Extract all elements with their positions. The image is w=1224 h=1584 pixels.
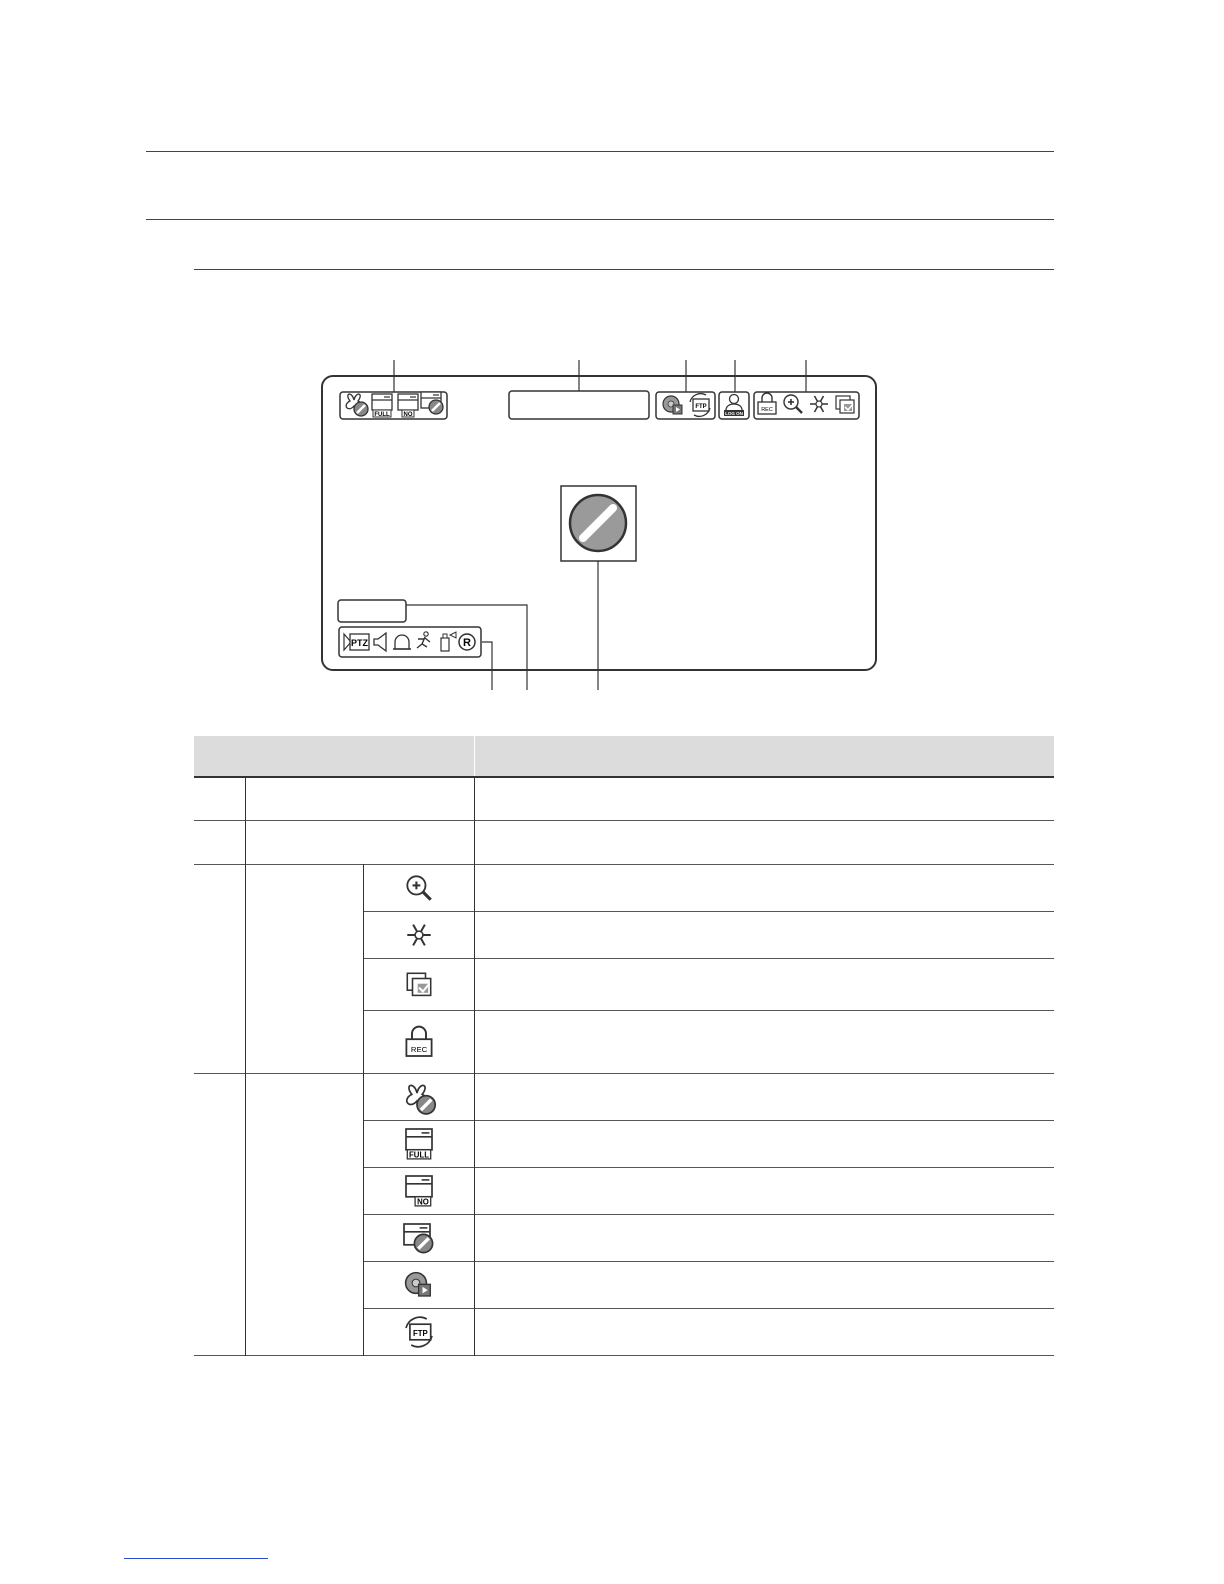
bottom-callout-lines [406,561,598,690]
table-icon-rec-lock [364,1011,474,1073]
row-line [194,820,1054,821]
row-line [194,864,1054,865]
col-line [474,778,475,1356]
ptz-label: PTZ [351,638,368,648]
hdd-error-icon [400,1220,438,1256]
freeze-icon [402,918,436,952]
table-icon-hdd-error [364,1215,474,1261]
login-label: LOG ON [725,411,743,416]
backup-icon [400,1267,438,1303]
table-ftp-label: FTP [412,1328,428,1338]
hdd-full-label: FULL [374,412,390,418]
table-icon-freeze [364,912,474,958]
row-line [194,1073,1054,1074]
icon-description-table [194,736,1054,1357]
datetime-box [338,600,406,622]
hdd-full-icon [372,394,392,418]
table-full-label: FULL [409,1150,429,1160]
top-callout-lines [394,360,806,392]
record-icon [459,634,475,650]
table-icon-fan-error [364,1074,474,1120]
no-video-icon [570,495,626,551]
table-no-label: NO [417,1197,429,1207]
table-icon-backup [364,1262,474,1308]
rec-lock-icon [401,1024,437,1060]
table-icon-zoom [364,865,474,911]
zoom-icon [402,871,436,905]
record-label: R [463,637,471,649]
fan-error-icon [399,1079,439,1115]
channel-name-box [509,391,649,419]
table-header [194,736,1054,778]
table-icon-sequence [364,959,474,1010]
rec-lock-label: REC [761,407,773,413]
table-icon-ftp [364,1309,474,1355]
no-hdd-icon [401,1173,437,1209]
table-rec-label: REC [410,1044,428,1054]
sequence-icon [402,968,436,1002]
ftp-icon [401,1314,437,1350]
table-bottom-line [194,1355,1054,1356]
table-icon-hdd-full [364,1121,474,1167]
screen-diagram [0,0,1224,720]
footer-link-underline [124,1558,268,1559]
ftp-label: FTP [695,404,707,410]
hdd-full-icon [401,1126,437,1162]
table-icon-no-hdd [364,1168,474,1214]
no-hdd-label: NO [403,412,413,418]
col-line [245,778,246,1356]
